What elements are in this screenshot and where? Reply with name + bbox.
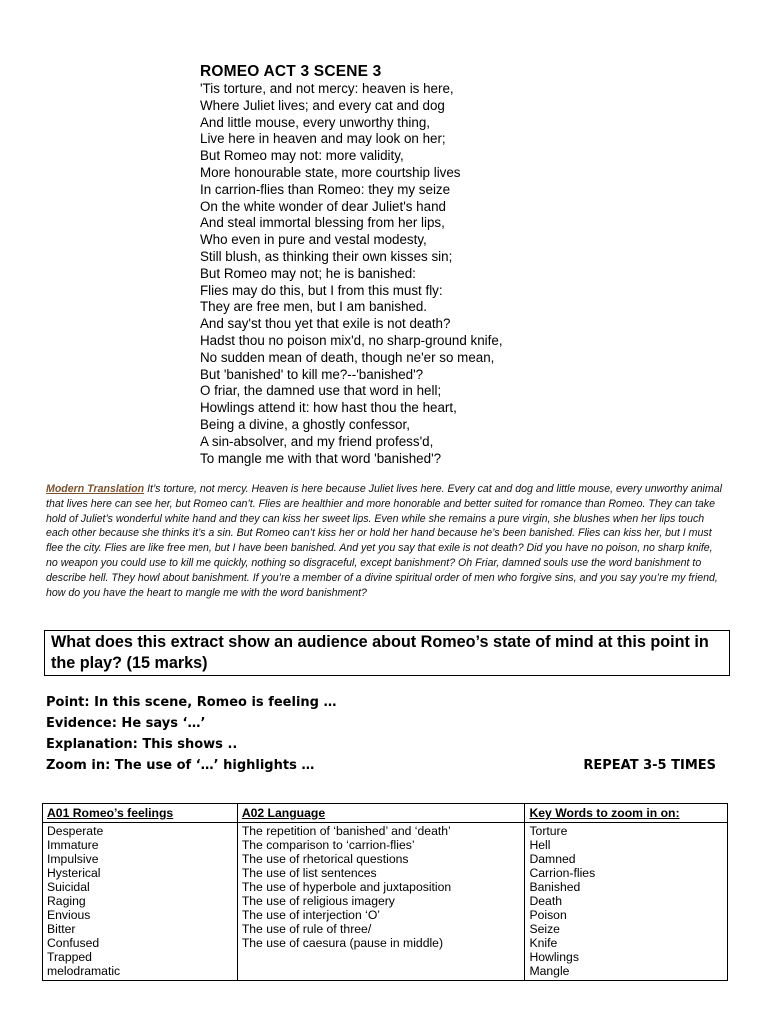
list-item: Death [529, 894, 562, 908]
poem-line: 'Tis torture, and not mercy: heaven is here, [200, 81, 454, 96]
poem-line: And steal immortal blessing from her lips, [200, 215, 445, 231]
list-item: Torture [529, 824, 568, 838]
list-item: Mangle [529, 964, 570, 978]
list-item: Poison [529, 908, 567, 922]
list-item: Hysterical [47, 866, 101, 880]
poem-line: But 'banished' to kill me?--'banished'? [200, 366, 424, 382]
list-item: Seize [529, 922, 560, 936]
list-item: Howlings [529, 950, 579, 964]
poem-line: Still blush, as thinking their own kisses sin; [200, 248, 453, 264]
keywords-column [525, 823, 728, 981]
poem-line: And say'st thou yet that exile is not death? [200, 316, 451, 332]
header-language: A02 Language [237, 804, 525, 823]
list-item: Impulsive [47, 852, 99, 866]
poem-line: Howlings attend it: how hast thou the heart, [200, 400, 457, 416]
poem-line: No sudden mean of death, though ne'er so mean, [200, 349, 495, 365]
table-header-row [43, 804, 728, 823]
question-box [44, 630, 730, 676]
list-item: Damned [529, 852, 576, 866]
poem-line: And little mouse, every unworthy thing, [200, 114, 430, 130]
word-bank-table [42, 803, 728, 981]
list-item: Trapped [47, 950, 92, 964]
repeat-instruction: REPEAT 3-5 TIMES [583, 758, 716, 773]
peel-evidence: Evidence: He says ‘…’ [46, 716, 206, 731]
poem-line: O friar, the damned use that word in hell; [200, 383, 442, 399]
list-item: The use of hyperbole and juxtaposition [241, 880, 452, 894]
list-item: The use of rhetorical questions [241, 852, 409, 866]
list-item: Bitter [47, 922, 76, 936]
poem-line: On the white wonder of dear Juliet's hand [200, 198, 446, 214]
peel-zoom: Zoom in: The use of ‘…’ highlights … [46, 758, 315, 773]
list-item: The use of rule of three/ [241, 922, 372, 936]
peel-explanation: Explanation: This shows .. [46, 737, 238, 752]
poem-line: In carrion-flies than Romeo: they my seize [200, 181, 451, 197]
question-text: What does this extract show an audience about Romeo’s state of mind at this point in the play? (15 marks) [51, 633, 709, 672]
list-item: The use of list sentences [241, 866, 377, 880]
table-row [43, 823, 728, 981]
header-keywords: Key Words to zoom in on: [525, 804, 728, 823]
translation-label: Modern Translation [46, 483, 145, 495]
peel-point: Point: In this scene, Romeo is feeling … [46, 695, 337, 710]
list-item: Confused [47, 936, 100, 950]
poem-line: Who even in pure and vestal modesty, [200, 232, 427, 248]
list-item: The use of caesura (pause in middle) [241, 936, 444, 950]
poem-line: Where Juliet lives; and every cat and dog [200, 97, 445, 113]
poem-line: But Romeo may not; he is banished: [200, 265, 416, 281]
list-item: The comparison to ‘carrion-flies’ [241, 838, 415, 852]
poem-line: They are free men, but I am banished. [200, 299, 428, 315]
translation-text: It’s torture, not mercy. Heaven is here because Juliet lives here. Every cat and dog and little mouse, every unworthy animal that lives here can see her, but Romeo can’t. Flies are healthier and more honorable and better suited for romance than Romeo. They can take hold of Juliet’s wonderful white hand and they can kiss her sweet lips. Even while she remains a pure virgin, she blushes when her lips touch each other because she thinks it’s a sin. But Romeo can’t kiss her or hold her hand because he’s been banished. Flies can kiss her, but I must flee the city. Flies are like free men, but I have been banished. And yet you say that exile is not death? Did you have no poison, no sharp knife, no weapon you could use to kill me quickly, nothing so disgraceful, except banishment? Oh Friar, damned souls use the word banishment to describe hell. They howl about banishment. If you’re a member of a divine spiritual order of men who forgive sins, and you say you’re my friend, how do you have the heart to mangle me with the word banishment? [46, 483, 722, 599]
list-item: melodramatic [47, 964, 121, 978]
language-column [237, 823, 525, 981]
poem-line: Hadst thou no poison mix'd, no sharp-ground knife, [200, 332, 503, 348]
poem-line: A sin-absolver, and my friend profess'd, [200, 433, 434, 449]
list-item: The repetition of ‘banished’ and ‘death’ [241, 824, 451, 838]
header-feelings: A01 Romeo’s feelings [43, 804, 238, 823]
poem-line: To mangle me with that word 'banished'? [200, 450, 442, 466]
list-item: Envious [47, 908, 91, 922]
poem-line: Flies may do this, but I from this must fly: [200, 282, 443, 298]
list-item: The use of interjection ‘O’ [241, 908, 381, 922]
modern-translation [46, 482, 726, 600]
list-item: The use of religious imagery [241, 894, 395, 908]
list-item: Suicidal [47, 880, 90, 894]
peel-guide [46, 692, 726, 776]
list-item: Immature [47, 838, 99, 852]
poem-line: Being a divine, a ghostly confessor, [200, 416, 410, 432]
list-item: Knife [529, 936, 558, 950]
list-item: Carrion-flies [529, 866, 596, 880]
list-item: Banished [529, 880, 581, 894]
poem-extract [200, 62, 620, 467]
poem-line: More honourable state, more courtship lives [200, 164, 461, 180]
list-item: Desperate [47, 824, 104, 838]
poem-title: ROMEO ACT 3 SCENE 3 [200, 63, 382, 80]
poem-line: Live here in heaven and may look on her; [200, 131, 446, 147]
list-item: Raging [47, 894, 86, 908]
poem-line: But Romeo may not: more validity, [200, 148, 404, 164]
list-item: Hell [529, 838, 551, 852]
poem-lines [200, 81, 620, 467]
feelings-column [43, 823, 238, 981]
